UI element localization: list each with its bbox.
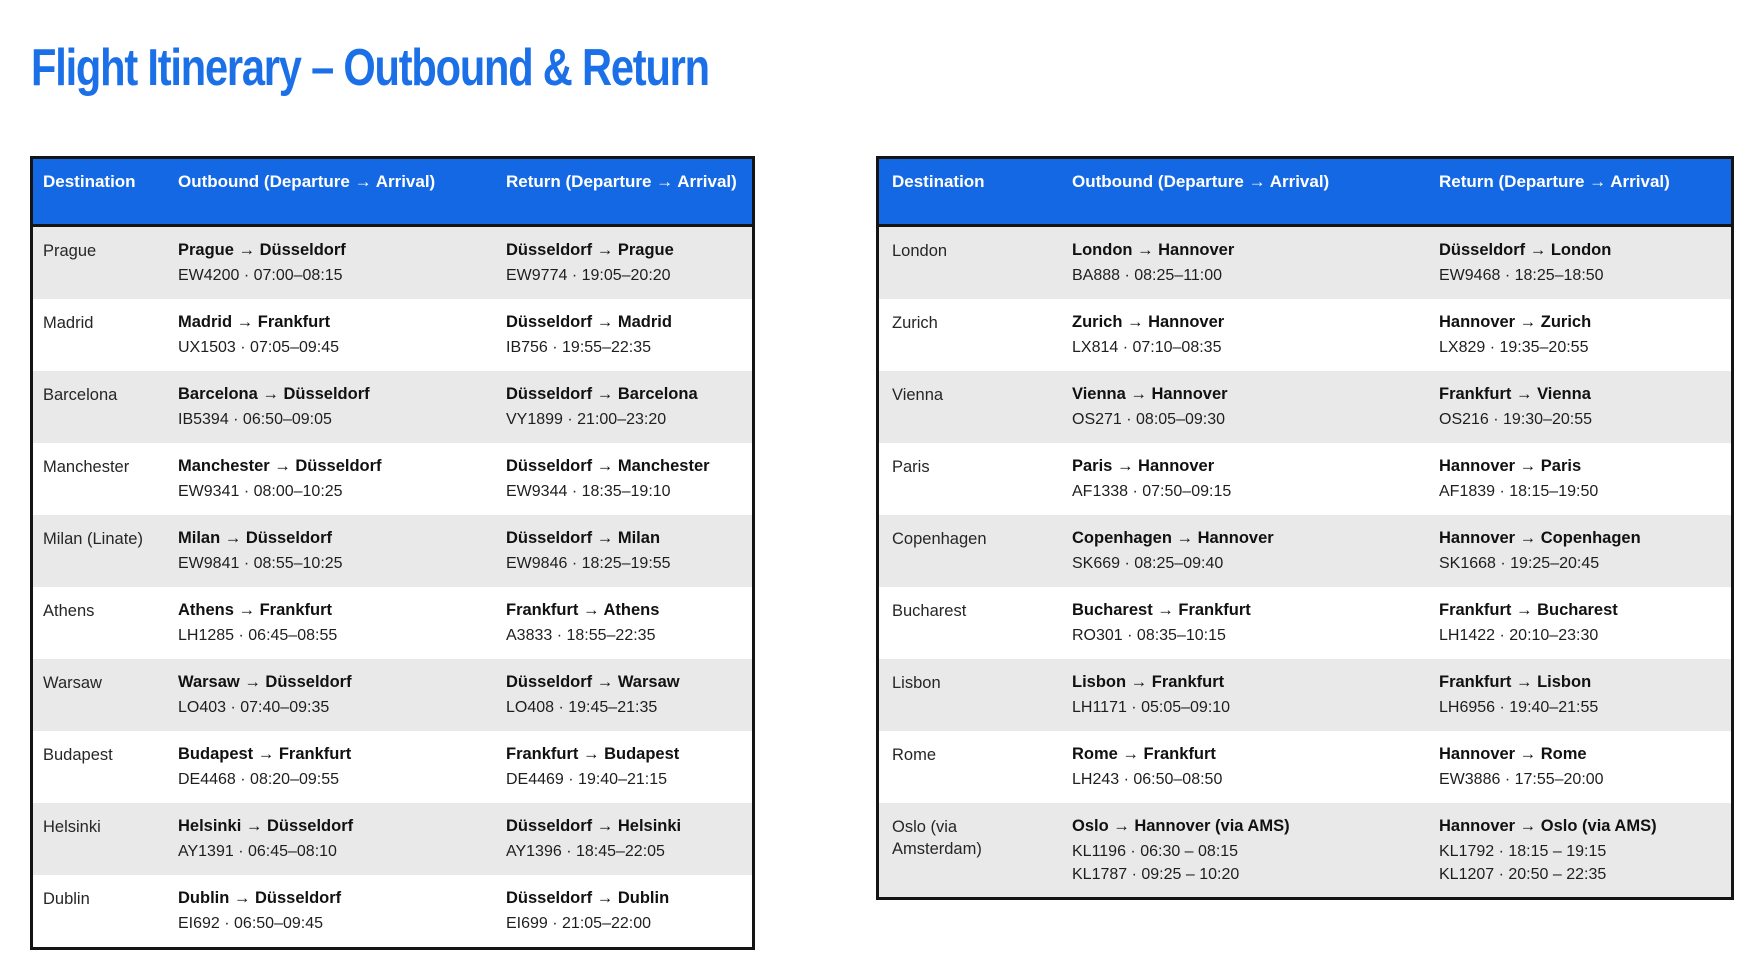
- outbound-route-text: Milan → Düsseldorf: [178, 529, 333, 547]
- outbound-route-text: Paris → Hannover: [1072, 457, 1215, 475]
- outbound-route-text: Rome → Frankfurt: [1072, 745, 1216, 763]
- destination-cell: [33, 659, 168, 731]
- table-row: [879, 299, 1731, 371]
- flight-table-right: [876, 156, 1734, 900]
- return-flight-detail: DE4469 · 19:40–21:15: [506, 771, 668, 789]
- return-flight-detail: LO408 · 19:45–21:35: [506, 699, 658, 717]
- return-flight-detail: EW9468 · 18:25–18:50: [1439, 267, 1604, 285]
- outbound-cell: [1059, 731, 1426, 793]
- destination-label: London: [892, 242, 948, 260]
- outbound-route-text: Zurich → Hannover: [1072, 313, 1225, 331]
- outbound-flight-detail: UX1503 · 07:05–09:45: [178, 339, 340, 357]
- return-route-text: Hannover → Rome: [1439, 745, 1587, 763]
- outbound-route-text: Prague → Düsseldorf: [178, 241, 346, 259]
- destination-cell: [879, 803, 1059, 887]
- outbound-route-text: Copenhagen → Hannover: [1072, 529, 1274, 547]
- outbound-cell: [1059, 659, 1426, 721]
- outbound-cell: [168, 731, 496, 803]
- return-cell: [1426, 443, 1731, 505]
- outbound-flight-detail: LH1285 · 06:45–08:55: [178, 627, 338, 645]
- outbound-flight-detail: EW9341 · 08:00–10:25: [178, 483, 343, 501]
- outbound-cell: [168, 227, 496, 299]
- return-route-text: Frankfurt → Bucharest: [1439, 601, 1618, 619]
- outbound-flight-detail: LH1171 · 05:05–09:10: [1072, 699, 1231, 717]
- destination-cell: [33, 875, 168, 947]
- destination-cell: [879, 227, 1059, 289]
- outbound-cell: [168, 875, 496, 947]
- return-cell: [1426, 227, 1731, 289]
- destination-label: Zurich: [892, 314, 938, 332]
- table-row: [33, 803, 752, 875]
- outbound-route-text: Budapest → Frankfurt: [178, 745, 352, 763]
- outbound-cell: [168, 803, 496, 875]
- table-row: [879, 803, 1731, 897]
- destination-label: Warsaw: [43, 674, 102, 692]
- destination-label: Rome: [892, 746, 937, 764]
- outbound-flight-detail: AF1338 · 07:50–09:15: [1072, 483, 1232, 501]
- outbound-route-text: Manchester → Düsseldorf: [178, 457, 382, 475]
- return-cell: [1426, 371, 1731, 433]
- return-flight-detail: VY1899 · 21:00–23:20: [506, 411, 667, 429]
- return-route-text: Düsseldorf → Dublin: [506, 889, 670, 907]
- return-flight-detail: EW9846 · 18:25–19:55: [506, 555, 671, 573]
- return-flight-detail: KL1792 · 18:15 – 19:15: [1439, 843, 1607, 861]
- destination-cell: [33, 443, 168, 515]
- outbound-route-text: Dublin → Düsseldorf: [178, 889, 342, 907]
- return-cell: [1426, 803, 1731, 887]
- outbound-route-text: Barcelona → Düsseldorf: [178, 385, 370, 403]
- outbound-flight-detail: RO301 · 08:35–10:15: [1072, 627, 1226, 645]
- column-header-outbound: Outbound (Departure → Arrival): [1072, 172, 1330, 191]
- outbound-cell: [1059, 443, 1426, 505]
- outbound-flight-detail: IB5394 · 06:50–09:05: [178, 411, 332, 429]
- return-route-text: Frankfurt → Athens: [506, 601, 660, 619]
- return-route-text: Düsseldorf → Madrid: [506, 313, 672, 331]
- return-route-text: Düsseldorf → Barcelona: [506, 385, 698, 403]
- destination-cell: [33, 731, 168, 803]
- page-title: Flight Itinerary – Outbound & Return: [31, 39, 709, 97]
- return-flight-detail: AY1396 · 18:45–22:05: [506, 843, 665, 861]
- return-flight-detail: AF1839 · 18:15–19:50: [1439, 483, 1599, 501]
- outbound-flight-detail: SK669 · 08:25–09:40: [1072, 555, 1224, 573]
- destination-cell: [33, 371, 168, 443]
- return-cell: [496, 227, 752, 299]
- outbound-flight-detail: DE4468 · 08:20–09:55: [178, 771, 340, 789]
- outbound-flight-detail: LO403 · 07:40–09:35: [178, 699, 330, 717]
- return-route-text: Düsseldorf → Milan: [506, 529, 661, 547]
- outbound-route-text: Madrid → Frankfurt: [178, 313, 331, 331]
- table-row: [33, 371, 752, 443]
- outbound-cell: [1059, 515, 1426, 577]
- destination-cell: [33, 587, 168, 659]
- outbound-cell: [1059, 299, 1426, 361]
- destination-label: Budapest: [43, 746, 113, 764]
- column-header-destination: Destination: [43, 172, 136, 191]
- return-flight-detail: EI699 · 21:05–22:00: [506, 915, 652, 933]
- destination-label: Barcelona: [43, 386, 118, 404]
- destination-cell: [879, 443, 1059, 505]
- column-header-destination: Destination: [892, 172, 985, 191]
- return-route-text: Hannover → Oslo (via AMS): [1439, 817, 1657, 835]
- table-row: [33, 731, 752, 803]
- destination-label: Bucharest: [892, 602, 967, 620]
- destination-cell: [33, 299, 168, 371]
- return-route-text: Frankfurt → Budapest: [506, 745, 680, 763]
- return-flight-detail: EW9344 · 18:35–19:10: [506, 483, 671, 501]
- return-cell: [496, 803, 752, 875]
- return-cell: [496, 515, 752, 587]
- return-route-text: Düsseldorf → Helsinki: [506, 817, 682, 835]
- return-cell: [496, 443, 752, 515]
- destination-label: Prague: [43, 242, 97, 260]
- return-route-text: Hannover → Copenhagen: [1439, 529, 1641, 547]
- return-flight-detail: KL1207 · 20:50 – 22:35: [1439, 866, 1607, 884]
- table-row: [879, 659, 1731, 731]
- table-row: [879, 515, 1731, 587]
- destination-cell: [879, 659, 1059, 721]
- return-flight-detail: LX829 · 19:35–20:55: [1439, 339, 1589, 357]
- return-route-text: Düsseldorf → Manchester: [506, 457, 710, 475]
- outbound-flight-detail: LH243 · 06:50–08:50: [1072, 771, 1223, 789]
- table-row: [33, 443, 752, 515]
- destination-cell: [33, 227, 168, 299]
- outbound-cell: [1059, 371, 1426, 433]
- column-header-return: Return (Departure → Arrival): [1439, 172, 1670, 191]
- destination-cell: [879, 731, 1059, 793]
- return-route-text: Hannover → Zurich: [1439, 313, 1592, 331]
- destination-cell: [879, 515, 1059, 577]
- return-route-text: Frankfurt → Lisbon: [1439, 673, 1592, 691]
- return-cell: [1426, 299, 1731, 361]
- return-cell: [496, 875, 752, 947]
- destination-label: Lisbon: [892, 674, 941, 692]
- outbound-cell: [1059, 227, 1426, 289]
- destination-label: Madrid: [43, 314, 94, 332]
- outbound-cell: [1059, 803, 1426, 887]
- destination-cell: [879, 371, 1059, 433]
- return-cell: [1426, 515, 1731, 577]
- outbound-route-text: Helsinki → Düsseldorf: [178, 817, 354, 835]
- table-row: [33, 299, 752, 371]
- destination-label: Vienna: [892, 386, 944, 404]
- outbound-cell: [168, 515, 496, 587]
- outbound-cell: [168, 443, 496, 515]
- return-flight-detail: EW9774 · 19:05–20:20: [506, 267, 671, 285]
- table-row: [33, 515, 752, 587]
- return-cell: [496, 731, 752, 803]
- outbound-route-text: London → Hannover: [1072, 241, 1235, 259]
- outbound-route-text: Bucharest → Frankfurt: [1072, 601, 1251, 619]
- return-route-text: Düsseldorf → Prague: [506, 241, 674, 259]
- return-flight-detail: A3833 · 18:55–22:35: [506, 627, 656, 645]
- return-cell: [496, 659, 752, 731]
- outbound-route-text: Vienna → Hannover: [1072, 385, 1228, 403]
- destination-label: Copenhagen: [892, 530, 987, 548]
- outbound-cell: [168, 299, 496, 371]
- return-flight-detail: EW3886 · 17:55–20:00: [1439, 771, 1604, 789]
- table-header-row: [33, 159, 752, 227]
- outbound-flight-detail: EI692 · 06:50–09:45: [178, 915, 324, 933]
- outbound-route-text: Athens → Frankfurt: [178, 601, 333, 619]
- table-row: [879, 227, 1731, 299]
- return-cell: [1426, 731, 1731, 793]
- return-route-text: Frankfurt → Vienna: [1439, 385, 1591, 403]
- outbound-flight-detail: AY1391 · 06:45–08:10: [178, 843, 337, 861]
- table-row: [33, 659, 752, 731]
- outbound-flight-detail: BA888 · 08:25–11:00: [1072, 267, 1223, 285]
- destination-label: Helsinki: [43, 818, 101, 836]
- table-row: [879, 443, 1731, 515]
- return-route-text: Hannover → Paris: [1439, 457, 1582, 475]
- outbound-route-text: Lisbon → Frankfurt: [1072, 673, 1225, 691]
- outbound-flight-detail: OS271 · 08:05–09:30: [1072, 411, 1226, 429]
- table-row: [33, 227, 752, 299]
- return-flight-detail: SK1668 · 19:25–20:45: [1439, 555, 1600, 573]
- destination-label: Oslo (via Amsterdam): [892, 818, 982, 859]
- outbound-cell: [168, 659, 496, 731]
- destination-cell: [879, 587, 1059, 649]
- outbound-flight-detail: LX814 · 07:10–08:35: [1072, 339, 1222, 357]
- outbound-flight-detail: KL1196 · 06:30 – 08:15: [1072, 843, 1239, 861]
- outbound-route-text: Warsaw → Düsseldorf: [178, 673, 352, 691]
- outbound-cell: [168, 371, 496, 443]
- table-row: [879, 731, 1731, 803]
- outbound-flight-detail: EW9841 · 08:55–10:25: [178, 555, 343, 573]
- return-cell: [496, 299, 752, 371]
- destination-label: Athens: [43, 602, 95, 620]
- return-cell: [1426, 587, 1731, 649]
- return-cell: [496, 371, 752, 443]
- destination-label: Milan (Linate): [43, 530, 143, 548]
- outbound-cell: [1059, 587, 1426, 649]
- return-flight-detail: OS216 · 19:30–20:55: [1439, 411, 1593, 429]
- outbound-flight-detail: EW4200 · 07:00–08:15: [178, 267, 343, 285]
- table-row: [879, 587, 1731, 659]
- return-cell: [496, 587, 752, 659]
- return-route-text: Düsseldorf → Warsaw: [506, 673, 680, 691]
- destination-label: Dublin: [43, 890, 90, 908]
- return-cell: [1426, 659, 1731, 721]
- destination-cell: [879, 299, 1059, 361]
- return-route-text: Düsseldorf → London: [1439, 241, 1612, 259]
- destination-label: Paris: [892, 458, 930, 476]
- table-header-row: [879, 159, 1731, 227]
- outbound-route-text: Oslo → Hannover (via AMS): [1072, 817, 1290, 835]
- table-row: [33, 875, 752, 947]
- table-row: [33, 587, 752, 659]
- outbound-flight-detail: KL1787 · 09:25 – 10:20: [1072, 866, 1240, 884]
- column-header-outbound: Outbound (Departure → Arrival): [178, 172, 436, 191]
- column-header-return: Return (Departure → Arrival): [506, 172, 737, 191]
- outbound-cell: [168, 587, 496, 659]
- return-flight-detail: IB756 · 19:55–22:35: [506, 339, 652, 357]
- destination-cell: [33, 803, 168, 875]
- flight-table-left: [30, 156, 755, 950]
- return-flight-detail: LH1422 · 20:10–23:30: [1439, 627, 1599, 645]
- table-row: [879, 371, 1731, 443]
- destination-label: Manchester: [43, 458, 130, 476]
- return-flight-detail: LH6956 · 19:40–21:55: [1439, 699, 1599, 717]
- destination-cell: [33, 515, 168, 587]
